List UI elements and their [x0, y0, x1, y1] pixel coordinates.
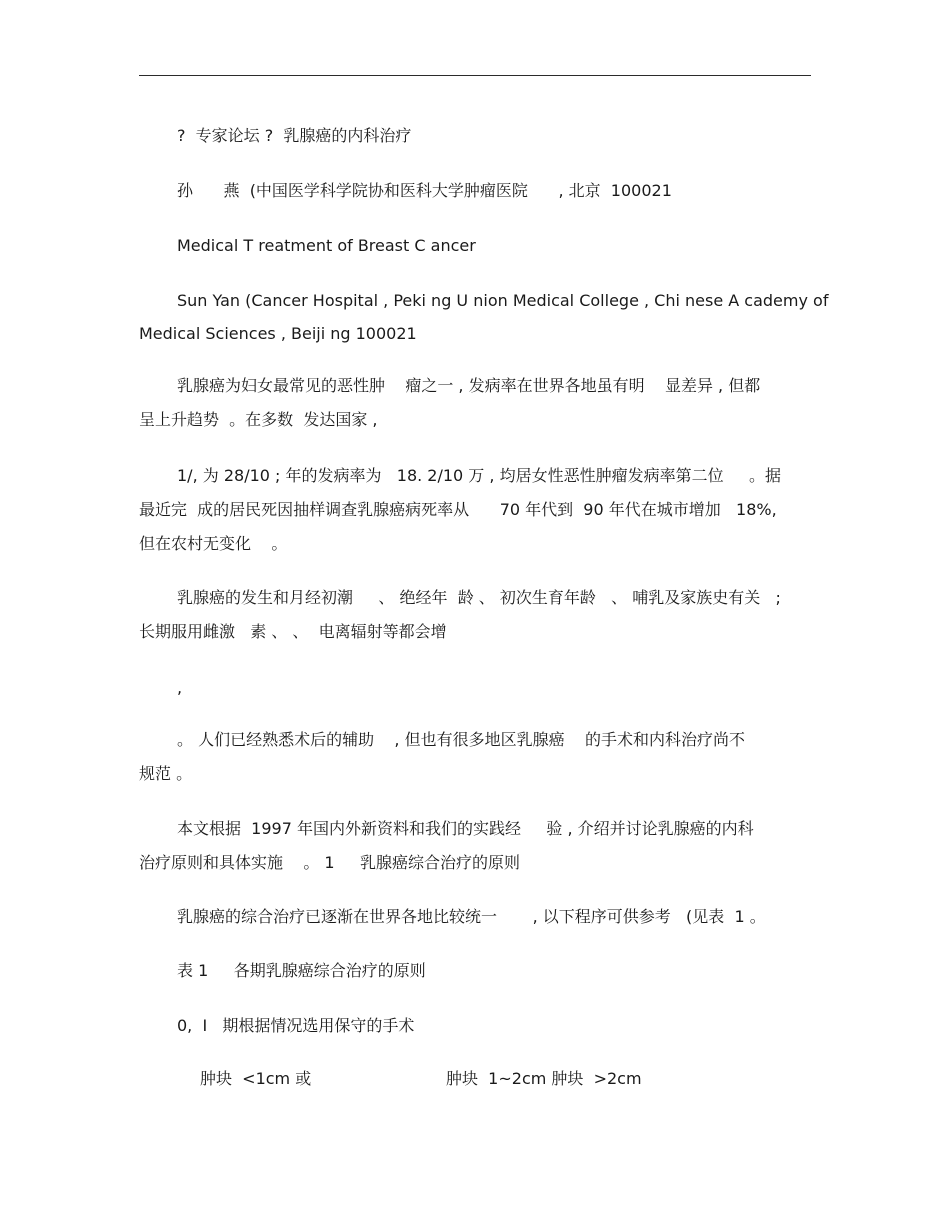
paragraph-3-line-1: 乳腺癌的发生和月经初潮 、 绝经年 龄 、 初次生育年龄 、 哺乳及家族史有关 ; [177, 588, 781, 607]
paragraph-4-line-1: , [177, 678, 183, 697]
forum-heading: ? 专家论坛 ? 乳腺癌的内科治疗 [177, 126, 412, 145]
author-affiliation-en-line-1: Sun Yan (Cancer Hospital , Peki ng U nion Medical College , Chi nese A cademy of [177, 291, 829, 310]
english-title: Medical T reatment of Breast C ancer [177, 236, 476, 255]
header-rule [139, 75, 811, 76]
author-affiliation-cn: 孙 燕 (中国医学科学院协和医科大学肿瘤医院 , 北京 100021 [177, 181, 672, 200]
table-caption: 表 1 各期乳腺癌综合治疗的原则 [177, 961, 426, 980]
paragraph-2-line-1: 1/, 为 28/10 ; 年的发病率为 18. 2/10 万 , 均居女性恶性肿瘤发病率第二位 。据 [177, 466, 781, 485]
paragraph-5-line-2: 规范 。 [139, 764, 193, 783]
paragraph-5-line-1: 。 人们已经熟悉术后的辅助 , 但也有很多地区乳腺癌 的手术和内科治疗尚不 [177, 730, 745, 749]
paragraph-2-line-3: 但在农村无变化 。 [139, 534, 288, 553]
paragraph-6-line-1: 本文根据 1997 年国内外新资料和我们的实践经 验 , 介绍并讨论乳腺癌的内科 [177, 819, 754, 838]
table-cell-col2: 肿块 1~2cm 肿块 >2cm [446, 1069, 642, 1088]
paragraph-6-line-2: 治疗原则和具体实施 。 1 乳腺癌综合治疗的原则 [139, 853, 521, 872]
paragraph-1-line-1: 乳腺癌为妇女最常见的恶性肿 瘤之一 , 发病率在世界各地虽有明 显差异 , 但都 [177, 376, 761, 395]
stage-line: 0, I 期根据情况选用保守的手术 [177, 1016, 415, 1035]
paragraph-7-line-1: 乳腺癌的综合治疗已逐渐在世界各地比较统一 , 以下程序可供参考 (见表 1 。 [177, 907, 766, 926]
paragraph-1-line-2: 呈上升趋势 。在多数 发达国家 , [139, 410, 378, 429]
paragraph-2-line-2: 最近完 成的居民死因抽样调查乳腺癌病死率从 70 年代到 90 年代在城市增加 18%, [139, 500, 777, 519]
paragraph-3-line-2: 长期服用雌激 素 、 、 电离辐射等都会增 [139, 622, 447, 641]
table-cell-col1: 肿块 <1cm 或 [200, 1069, 312, 1088]
author-affiliation-en-line-2: Medical Sciences , Beiji ng 100021 [139, 324, 417, 343]
